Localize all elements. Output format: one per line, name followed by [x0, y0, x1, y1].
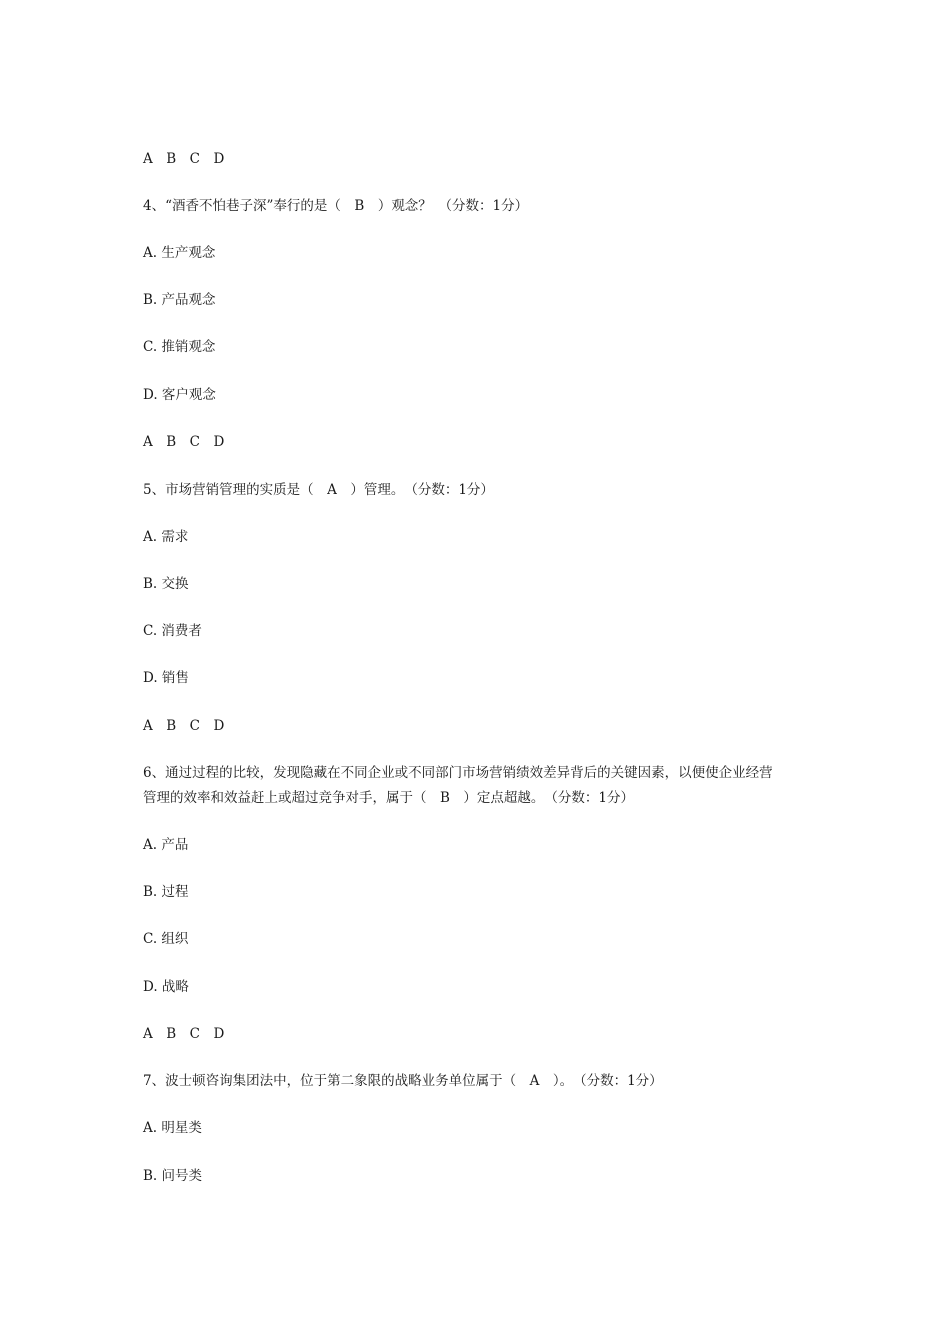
question-5-stem: 5、市场营销管理的实质是（ A ）管理。 （分数：1分）: [143, 482, 494, 498]
question-6-option-b: B. 过程: [143, 884, 189, 900]
question-5-option-b: B. 交换: [143, 576, 189, 592]
question-6-option-d: D. 战略: [143, 979, 189, 995]
question-4-option-a: A. 生产观念: [143, 245, 216, 261]
question-4-option-b: B. 产品观念: [143, 292, 216, 308]
question-4-option-c: C. 推销观念: [143, 339, 216, 355]
question-5-answer-row: A B C D: [143, 718, 225, 734]
answer-choices-row: A B C D: [143, 151, 225, 167]
question-5-option-a: A. 需求: [143, 529, 189, 545]
question-6-option-a: A. 产品: [143, 837, 189, 853]
question-7-option-b: B. 问号类: [143, 1168, 203, 1184]
question-7-stem: 7、波士顿咨询集团法中，位于第二象限的战略业务单位属于（ A ）。 （分数：1分）: [143, 1073, 663, 1089]
question-4-option-d: D. 客户观念: [143, 387, 216, 403]
question-7-option-a: A. 明星类: [143, 1120, 202, 1136]
question-6-answer-row: A B C D: [143, 1026, 225, 1042]
question-4-stem: 4、“酒香不怕巷子深”奉行的是（ B ）观念？ （分数：1分）: [143, 198, 529, 214]
question-5-option-d: D. 销售: [143, 670, 189, 686]
question-6-stem-line-2: 管理的效率和效益赶上或超过竞争对手，属于（ B ）定点超越。 （分数：1分）: [143, 790, 635, 806]
question-6-option-c: C. 组织: [143, 931, 189, 947]
question-5-option-c: C. 消费者: [143, 623, 202, 639]
question-6-stem-line-1: 6、通过过程的比较，发现隐藏在不同企业或不同部门市场营销绩效差异背后的关键因素，以便使企业经营: [143, 765, 773, 781]
question-4-answer-row: A B C D: [143, 434, 225, 450]
